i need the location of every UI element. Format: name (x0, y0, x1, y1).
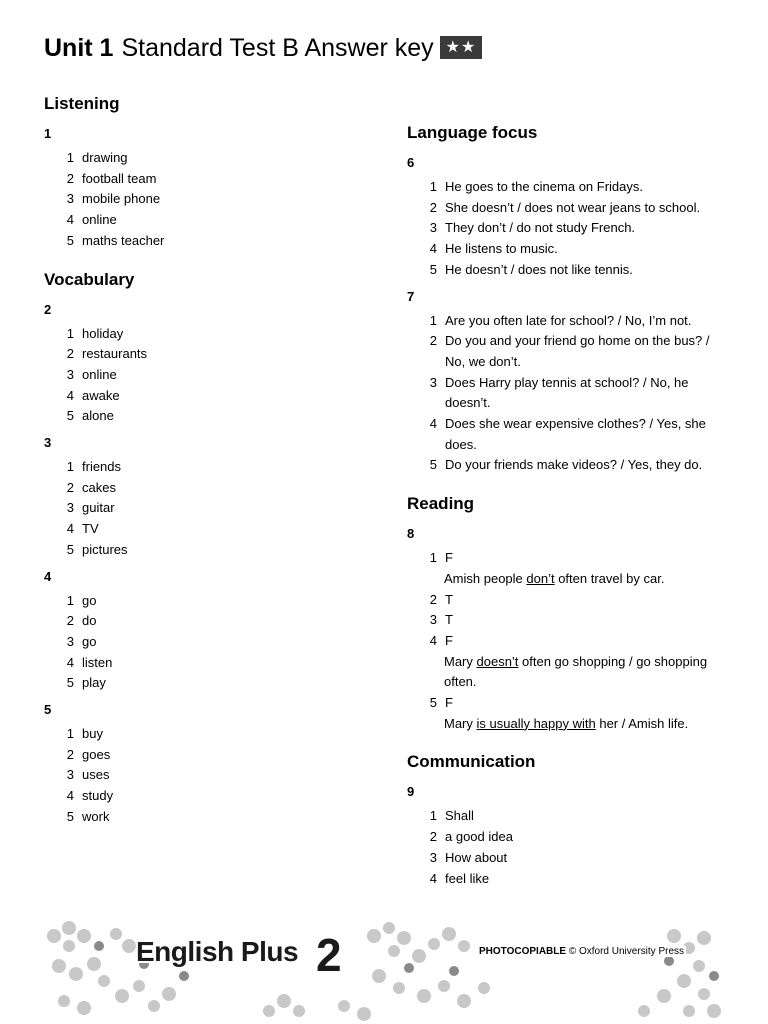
item-answer: online (82, 366, 117, 382)
item-answer: pictures (82, 541, 128, 557)
item-answer: Does Harry play tennis at school? / No, he doesn’t. (445, 374, 689, 411)
answer-item (407, 455, 727, 476)
item-number: 3 (429, 849, 437, 865)
answer-item (44, 653, 374, 674)
exercise (407, 784, 727, 889)
item-number: 1 (429, 808, 437, 824)
answer-item (407, 239, 727, 260)
photocopiable-label: PHOTOCOPIABLE (479, 946, 567, 957)
item-answer: Shall (445, 808, 474, 824)
right-column (407, 123, 727, 907)
answer-item (407, 331, 727, 372)
item-answer: do (82, 613, 97, 629)
exercise (44, 702, 374, 828)
item-number: 3 (429, 612, 437, 628)
answer-item (44, 210, 374, 231)
vocabulary-section (44, 270, 374, 828)
exercise-number: 5 (44, 702, 52, 718)
item-answer: T (445, 612, 453, 628)
item-answer: drawing (82, 150, 128, 165)
item-number: 2 (429, 829, 437, 845)
answer-item (44, 591, 374, 612)
item-number: 3 (429, 220, 437, 236)
item-answer: How about (445, 849, 508, 865)
page-title (44, 34, 482, 63)
answer-item (407, 311, 727, 332)
exercise-number: 7 (407, 288, 415, 304)
item-answer: TV (82, 521, 99, 537)
logo-text: English Plus (136, 936, 299, 967)
unit-label: Unit 1 (44, 34, 114, 62)
item-number: 1 (429, 179, 437, 194)
reading-section (407, 494, 727, 734)
answer-item (407, 806, 727, 827)
item-number: 5 (66, 232, 74, 248)
answer-item (44, 457, 374, 478)
answer-item (44, 611, 374, 632)
section-heading: Communication (407, 752, 536, 772)
answer-item (407, 198, 727, 219)
left-column (44, 94, 374, 846)
item-number: 2 (429, 199, 437, 215)
item-number: 5 (429, 695, 437, 711)
section-heading: Reading (407, 494, 475, 514)
answer-item (407, 590, 727, 611)
item-number: 4 (66, 521, 74, 537)
item-answer: Does she wear expensive clothes? / Yes, she does. (445, 416, 706, 452)
answer-item (44, 724, 374, 745)
answer-item (407, 218, 727, 239)
item-answer: restaurants (82, 346, 148, 362)
underlined-phrase: doesn’t (476, 653, 519, 669)
item-answer: F (445, 695, 453, 711)
exercise-number: 9 (407, 784, 415, 800)
exercise (407, 289, 727, 477)
answer-item (44, 540, 374, 561)
answer-item (407, 373, 727, 414)
answer-item (44, 324, 374, 345)
underlined-phrase: don’t (526, 570, 555, 586)
answer-item (44, 231, 374, 252)
answer-item (407, 848, 727, 869)
decorative-pattern (44, 916, 724, 1024)
section-heading: Listening (44, 94, 120, 113)
item-answer: She doesn’t / does not wear jeans to school. (445, 199, 701, 215)
item-number: 4 (66, 212, 74, 228)
item-number: 1 (66, 325, 74, 341)
exercise (44, 302, 374, 428)
item-answer: He doesn’t / does not like tennis. (445, 261, 633, 277)
item-answer: mobile phone (82, 191, 161, 207)
answer-item (44, 765, 374, 786)
answer-item (407, 260, 727, 281)
exercise-number: 3 (44, 435, 52, 451)
answer-item (407, 631, 727, 652)
exercise (407, 526, 727, 734)
item-answer: friends (82, 459, 122, 475)
item-answer: uses (82, 767, 110, 783)
difficulty-stars: ★★ (440, 36, 483, 59)
answer-item (44, 406, 374, 427)
item-number: 2 (66, 746, 74, 762)
answer-item (407, 414, 727, 455)
item-answer: a good idea (445, 829, 513, 845)
item-number: 5 (66, 541, 74, 557)
item-number: 2 (66, 479, 74, 495)
item-number: 4 (429, 416, 437, 432)
communication-section (407, 752, 727, 889)
answer-item (44, 169, 374, 190)
item-number: 3 (66, 767, 74, 783)
answer-item (407, 548, 727, 569)
answer-item (407, 693, 727, 714)
correction-line (407, 714, 727, 735)
answer-item (44, 386, 374, 407)
exercise-number: 1 (44, 126, 52, 141)
item-number: 2 (429, 333, 437, 349)
answer-item (44, 498, 374, 519)
item-answer: Do your friends make videos? / Yes, they do. (445, 457, 703, 473)
item-number: 5 (66, 408, 74, 424)
item-answer: play (82, 675, 106, 691)
item-answer: go (82, 633, 97, 649)
item-answer: maths teacher (82, 232, 165, 248)
item-number: 4 (429, 241, 437, 257)
item-number: 3 (66, 500, 74, 516)
answer-item (407, 827, 727, 848)
item-number: 1 (66, 459, 74, 475)
correction-text: Mary (444, 653, 477, 669)
item-answer: He goes to the cinema on Fridays. (445, 179, 643, 194)
item-number: 1 (66, 150, 74, 165)
exercise-number: 4 (44, 568, 52, 584)
item-number: 3 (66, 191, 74, 207)
title-text: Standard Test B Answer key (121, 34, 434, 62)
answer-item (407, 177, 727, 198)
item-answer: online (82, 212, 117, 228)
item-number: 1 (66, 592, 74, 608)
item-answer: T (445, 591, 453, 607)
item-answer: holiday (82, 325, 124, 341)
answer-item (407, 610, 727, 631)
item-answer: Do you and your friend go home on the bus? / No, we don’t. (445, 333, 710, 369)
underlined-phrase: is usually happy with (476, 715, 596, 731)
item-number: 3 (66, 633, 74, 649)
answer-item (44, 786, 374, 807)
copyright-notice (477, 946, 686, 957)
correction-text: her / Amish life. (595, 715, 689, 731)
item-number: 1 (429, 550, 437, 566)
item-number: 3 (429, 374, 437, 390)
exercise (44, 126, 374, 252)
item-number: 2 (66, 170, 74, 186)
publisher-label: © Oxford University Press (568, 946, 684, 957)
item-number: 5 (66, 808, 74, 824)
item-number: 4 (66, 788, 74, 804)
item-number: 4 (66, 387, 74, 403)
item-answer: study (82, 788, 114, 804)
listening-section (44, 94, 374, 252)
answer-item (44, 745, 374, 766)
item-answer: F (445, 550, 453, 566)
answer-item (44, 344, 374, 365)
exercise-number: 6 (407, 155, 415, 170)
correction-text: Amish people (444, 570, 527, 586)
item-answer: goes (82, 746, 111, 762)
exercise-number: 2 (44, 301, 52, 317)
item-answer: awake (82, 387, 120, 403)
answer-item (44, 519, 374, 540)
exercise (44, 569, 374, 695)
correction-text: often travel by car. (554, 570, 665, 586)
item-answer: They don’t / do not study French. (445, 220, 636, 236)
item-answer: cakes (82, 479, 116, 495)
logo-number: 2 (316, 929, 342, 981)
correction-text: Mary (444, 715, 477, 731)
item-answer: guitar (82, 500, 115, 516)
item-answer: F (445, 632, 453, 648)
item-number: 1 (66, 726, 74, 742)
item-number: 4 (429, 870, 437, 886)
correction-text: often go shopping / go shopping often. (444, 653, 708, 690)
item-answer: listen (82, 654, 113, 670)
item-answer: feel like (445, 870, 490, 886)
item-answer: He listens to music. (445, 241, 558, 257)
answer-item (44, 478, 374, 499)
item-answer: go (82, 592, 97, 608)
answer-item (44, 189, 374, 210)
item-number: 1 (429, 312, 437, 328)
item-number: 5 (429, 261, 437, 277)
answer-item (44, 632, 374, 653)
item-number: 5 (429, 457, 437, 473)
footer-banner (44, 916, 724, 1024)
item-number: 2 (429, 591, 437, 607)
exercise (44, 435, 374, 561)
exercise-number: 8 (407, 526, 415, 542)
item-number: 4 (66, 654, 74, 670)
exercise (407, 155, 727, 281)
item-answer: Are you often late for school? / No, I’m not. (445, 312, 692, 328)
answer-item (44, 365, 374, 386)
item-number: 2 (66, 613, 74, 629)
item-answer: work (82, 808, 110, 824)
item-number: 3 (66, 366, 74, 382)
correction-line (407, 569, 727, 590)
item-answer: buy (82, 726, 103, 742)
answer-item (44, 673, 374, 694)
item-answer: alone (82, 408, 114, 424)
language-focus-section (407, 123, 727, 476)
item-number: 2 (66, 346, 74, 362)
item-number: 5 (66, 675, 74, 691)
answer-item (44, 148, 374, 169)
section-heading: Language focus (407, 123, 538, 142)
answer-item (407, 869, 727, 890)
item-number: 4 (429, 632, 437, 648)
section-heading: Vocabulary (44, 269, 135, 289)
item-answer: football team (82, 170, 157, 186)
correction-line (407, 652, 727, 693)
answer-item (44, 807, 374, 828)
